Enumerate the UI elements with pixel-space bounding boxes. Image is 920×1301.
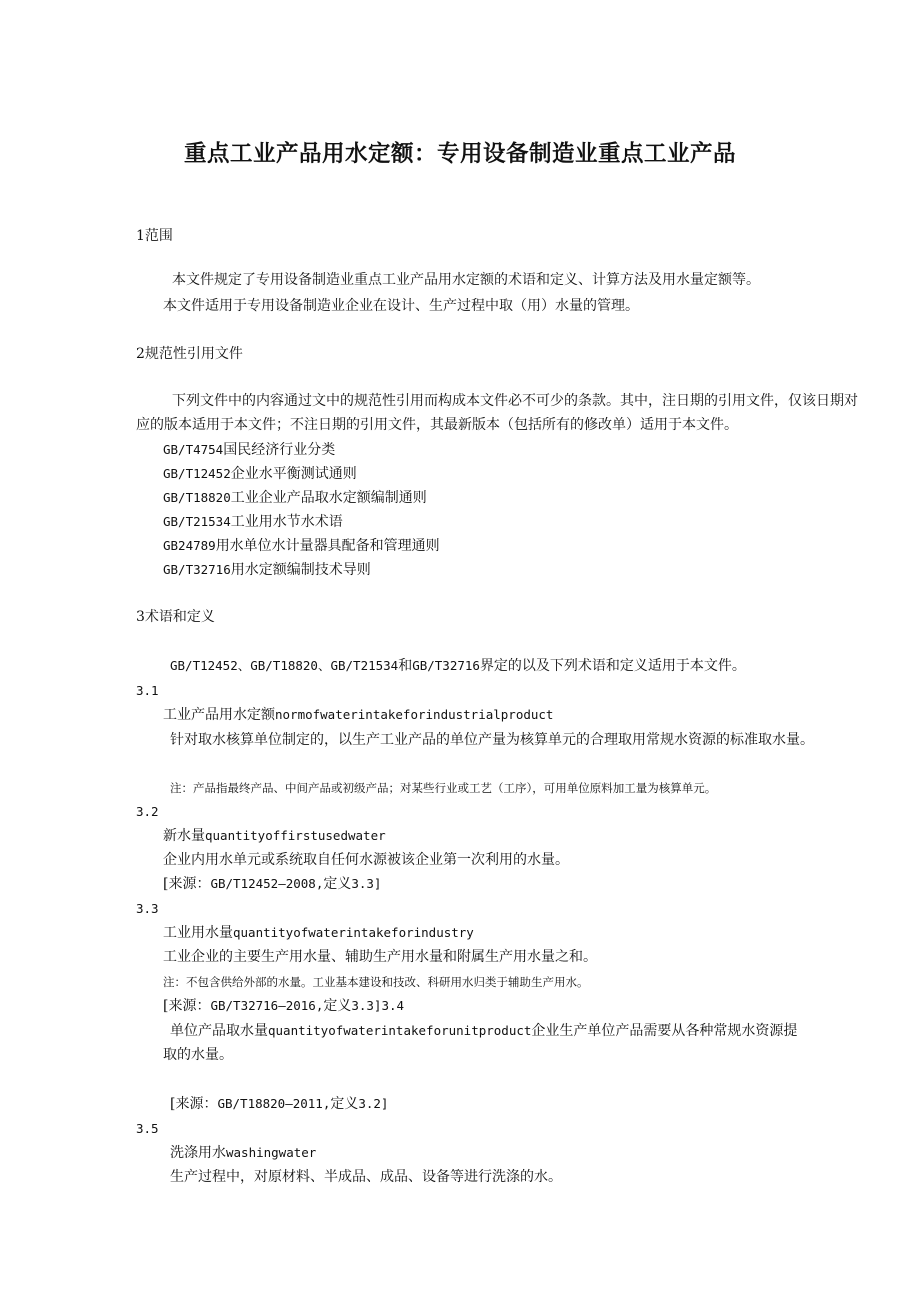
reference-code: GB/T4754 (163, 442, 224, 457)
term-title (170, 1021, 797, 1041)
term-definition: 生产过程中，对原材料、半成品、成品、设备等进行洗涤的水。 (170, 1169, 562, 1185)
term-definition: 针对取水核算单位制定的，以生产工业产品的单位产量为核算单元的合理取用常规水资源的标准取水量。 (170, 732, 814, 748)
term-chinese: 工业产品用水定额 (163, 707, 275, 723)
reference-title: 用水单位水计量器具配备和管理通则 (215, 538, 440, 554)
section-3-intro (170, 656, 746, 676)
reference-item (163, 488, 427, 508)
term-note: 注：产品指最终产品、中间产品或初级产品；对某些行业或工艺（工序），可用单位原料加工量为核算单元。 (170, 781, 717, 795)
intro-text: 界定的以及下列术语和定义适用于本文件。 (479, 658, 746, 674)
reference-item (163, 464, 357, 484)
reference-title: 工业企业产品取水定额编制通则 (230, 490, 427, 506)
reference-item (163, 536, 440, 556)
reference-item (163, 560, 371, 580)
term-chinese: 新水量 (163, 828, 205, 844)
term-definition: 企业生产单位产品需要从各种常规水资源提 (531, 1023, 798, 1039)
term-source (163, 874, 381, 894)
term-source (170, 1094, 388, 1114)
reference-code: GB/T18820 (163, 490, 231, 505)
section-3-heading: 3术语和定义 (136, 609, 215, 625)
section-1-paragraph-1: 本文件规定了专用设备制造业重点工业产品用水定额的术语和定义、计算方法及用水量定额等。 (172, 272, 760, 288)
reference-item (163, 440, 335, 460)
term-english: quantityoffirstusedwater (205, 828, 386, 843)
term-english: washingwater (226, 1145, 317, 1160)
source-ref: GB/T32716—2016, (210, 998, 324, 1013)
term-chinese: 工业用水量 (163, 925, 233, 941)
term-definition: 工业企业的主要生产用水量、辅助生产用水量和附属生产用水量之和。 (163, 949, 597, 965)
section-2-intro: 下列文件中的内容通过文中的规范性引用而构成本文件必不可少的条款。其中，注日期的引用文件，仅该日期对应的版本适用于本文件；不注日期的引用文件，其最新版本（包括所有的修改单）适用于本文件。 (136, 393, 858, 433)
term-title (163, 826, 386, 846)
reference-title: 企业水平衡测试通则 (230, 466, 357, 482)
term-chinese: 单位产品取水量 (170, 1023, 268, 1039)
source-clause: 定义 (323, 998, 352, 1014)
source-clause: 定义 (330, 1096, 359, 1112)
reference-title: 国民经济行业分类 (223, 442, 336, 458)
reference-code: GB/T32716 (163, 562, 231, 577)
term-title (163, 923, 474, 943)
source-number: 3.2] (358, 1096, 389, 1111)
section-1-paragraph-2: 本文件适用于专用设备制造业企业在设计、生产过程中取（用）水量的管理。 (163, 298, 639, 314)
source-open: [来源： (170, 1096, 218, 1112)
source-number: 3.3] (351, 876, 382, 891)
source-ref: GB/T18820—2011, (217, 1096, 331, 1111)
term-title (170, 1143, 316, 1163)
clause-number: 3.5 (136, 1121, 159, 1136)
reference-code: GB/T21534 (163, 514, 231, 529)
term-chinese: 洗涤用水 (170, 1145, 226, 1161)
source-clause: 定义 (323, 876, 352, 892)
source-open: [来源： (163, 998, 211, 1014)
intro-codes: GB/T12452、GB/T18820、GB/T21534 (170, 658, 399, 673)
term-definition: 企业内用水单元或系统取自任何水源被该企业第一次利用的水量。 (163, 852, 569, 868)
term-note: 注：不包含供给外部的水量。工业基本建设和技改、科研用水归类于辅助生产用水。 (163, 975, 589, 989)
clause-number: 3.1 (136, 683, 159, 698)
term-english: quantityofwaterintakeforindustry (233, 925, 474, 940)
source-number: 3.3]3.4 (351, 998, 405, 1013)
term-title (163, 705, 553, 725)
intro-and: 和 (398, 658, 413, 674)
clause-number: 3.3 (136, 901, 159, 916)
section-1-heading: 1范围 (136, 228, 173, 244)
intro-code-last: GB/T32716 (412, 658, 480, 673)
term-english: normofwaterintakeforindustrialproduct (275, 707, 554, 722)
term-definition-continued: 取的水量。 (163, 1047, 233, 1063)
term-source (163, 996, 404, 1016)
reference-title: 工业用水节水术语 (230, 514, 343, 530)
section-2-heading: 2规范性引用文件 (136, 346, 243, 362)
source-open: [来源： (163, 876, 211, 892)
document-title: 重点工业产品用水定额：专用设备制造业重点工业产品 (183, 141, 736, 167)
term-english: quantityofwaterintakeforunitproduct (268, 1023, 532, 1038)
reference-item (163, 512, 343, 532)
source-ref: GB/T12452—2008, (210, 876, 324, 891)
reference-title: 用水定额编制技术导则 (230, 562, 371, 578)
reference-code: GB24789 (163, 538, 216, 553)
reference-code: GB/T12452 (163, 466, 231, 481)
clause-number: 3.2 (136, 804, 159, 819)
